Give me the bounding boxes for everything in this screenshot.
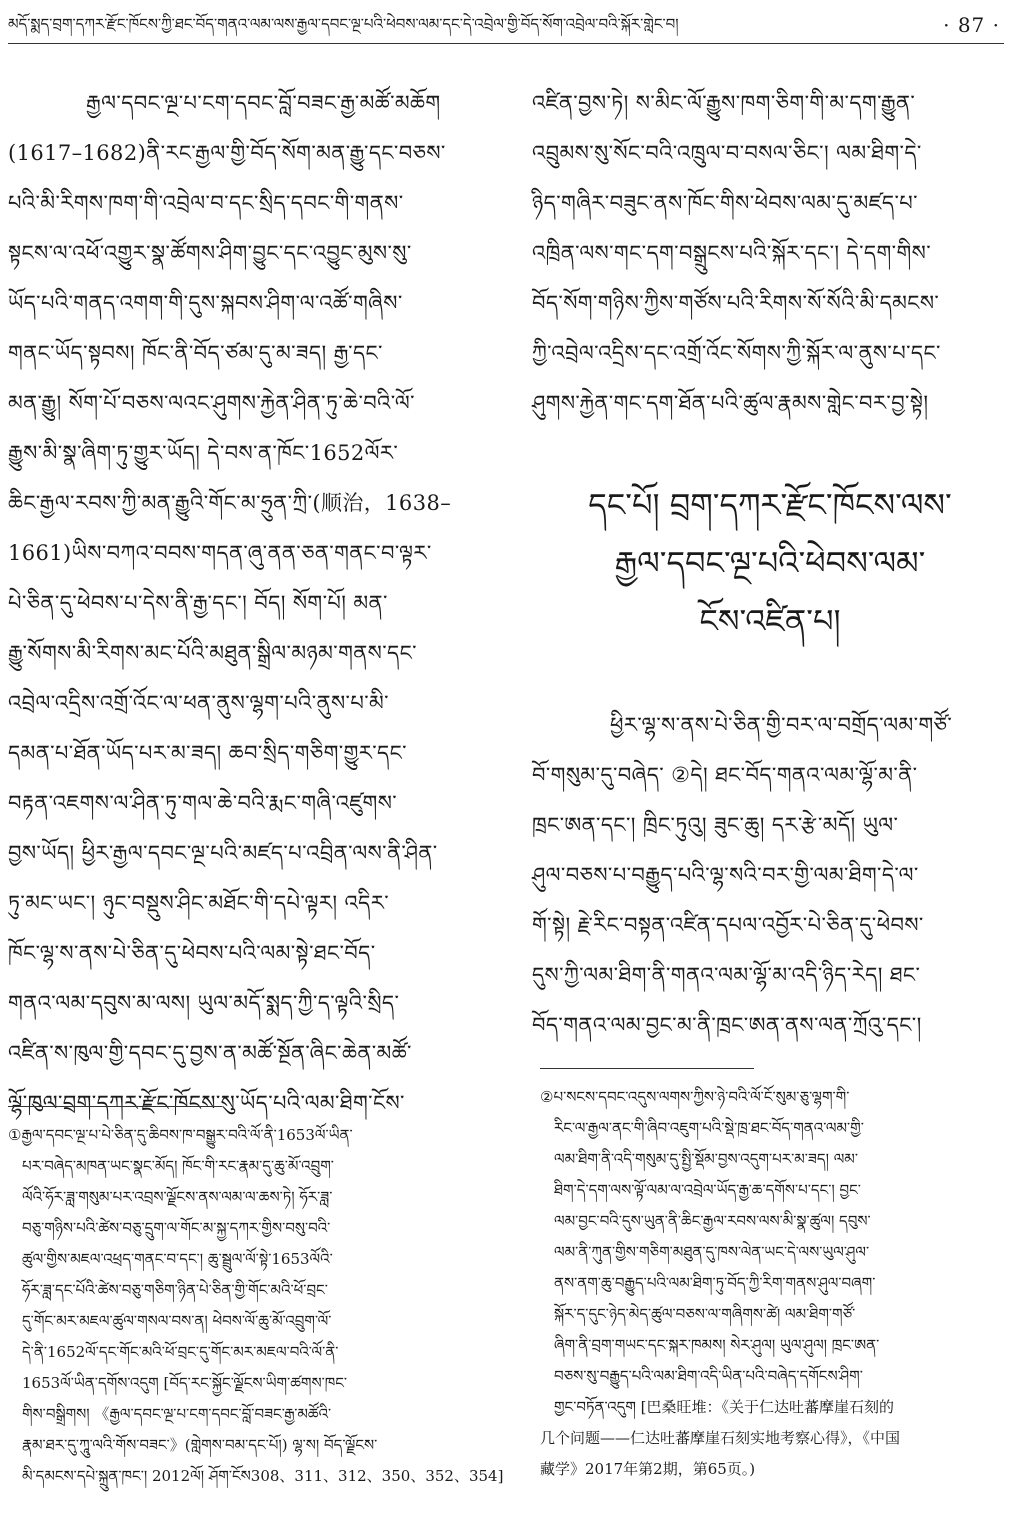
- body-line: རྒྱལ་དབང་ལྔ་པ་ངག་དབང་བློ་བཟང་རྒྱ་མཚོ་མཆོག: [86, 91, 441, 115]
- body-line: ཏུ་མང་ཡང་། ཉུང་བསྡུས་ཤིང་མཐོང་གི་དཔེ་ལྟར། འདིར་: [8, 891, 390, 915]
- body-line: པའི་མི་རིགས་ཁག་གི་འབྲེལ་བ་དང་སྲིད་དབང་གི་གནས་: [8, 191, 404, 215]
- footnote-line: ནས་ནག་ཆུ་བརྒྱུད་པའི་ལམ་ཐིག་ཏུ་བོད་ཀྱི་རིག་གནས་ཤུལ་བཞག་: [554, 1274, 876, 1292]
- body-line: འཁྲིན་ལས་གང་དག་བསྒྲུངས་པའི་སྐོར་དང་། དེ་དག་གིས་: [532, 241, 932, 265]
- body-line: དམན་པ་ཐོན་ཡོད་པར་མ་ཟད། ཆབ་སྲིད་གཅིག་གྱུར་དང་: [8, 741, 407, 765]
- footnote-line: [8, 1120, 486, 1151]
- page-number: · 87 ·: [943, 13, 1000, 37]
- footnote-line: ལམ་ཐིག་ནི་འདི་གསུམ་དུ་སྤྱི་སྡོམ་བྱས་འདུག་པར་མ་ཟད། ལམ་: [554, 1150, 858, 1168]
- footnote-line: ལམ་བྱང་བའི་དུས་ཡུན་ནི་ཆིང་རྒྱལ་རབས་ལས་མི་སྣ་ཚུལ། དབུས་: [554, 1212, 871, 1230]
- footnote-line: གིས་བསྒྲིགས། 《རྒྱལ་དབང་ལྔ་པ་ངག་དབང་བློ་བཟང་རྒྱ་མཚོའི་: [22, 1405, 332, 1423]
- footnote-line: ཧོར་ཟླ་དང་པོའི་ཚེས་བཅུ་གཅིག་ཉིན་པེ་ཅིན་གྱི་གོང་མའི་ཕོ་བྲང་: [22, 1281, 328, 1299]
- section-heading: [540, 476, 1000, 650]
- footnote-line: བཅུ་གཉིས་པའི་ཚེས་བཅུ་དྲུག་ལ་གོང་མ་སྐྱ་དཀར་གྱིས་བསུ་བའི་: [22, 1219, 331, 1237]
- footnote-line: ཐིག་དེ་དག་ལས་ལྟོ་ལམ་ལ་འབྲེལ་ཡོད་རྒྱ་ཆ་དགོས་པ་དང་། བྱང་: [554, 1181, 861, 1199]
- body-line: 1661)ཡིས་བཀའ་བབས་གདན་ཞུ་ནན་ཅན་གནང་བ་ལྟར་: [8, 541, 432, 565]
- body-line: འཛིན་ས་ཁུལ་གྱི་དབང་དུ་བྱས་ན་མཚོ་སྔོན་ཞིང་ཆེན་མཚོ་: [8, 1041, 412, 1065]
- footnote-line: དེ་ནི་1652ལོ་དང་གོང་མའི་ཕོ་བྲང་དུ་གོང་མར་མཇལ་བའི་ལོ་ནི་: [22, 1343, 339, 1361]
- footnote-line: མི་དམངས་དཔེ་སྐྲུན་ཁང་། 2012ལོ། ཤོག་ངོས308、311、312、350、352、354]: [22, 1467, 504, 1485]
- left-column-body: [8, 78, 486, 1115]
- body-line: ཁྲང་ཨན་དང་། ཁྲིང་ཏུའུ། ཟུང་ཆུ། དར་རྩེ་མདོ། ཡུལ་: [532, 813, 899, 837]
- footnote-line: 几个问题——仁达吐蕃摩崖石刻实地考察心得》，《中国: [540, 1429, 901, 1447]
- footnote-line: པར་བཞེད་མཁན་ཡང་སྣང་མོད། ཁོང་གི་རང་རྣམ་དུ་ཆུ་མོ་འབྲུག་: [22, 1157, 334, 1175]
- footnote-line: སྐོར་ད་དུང་ཉེད་མེད་ཚུལ་བཅས་ལ་གཞིགས་ཚེ། ལམ་ཐིག་གཙོ་: [554, 1305, 856, 1323]
- footnote-line: 藏学》2017年第2期，第65页。): [540, 1460, 756, 1478]
- footnote-marker: ①: [8, 1126, 22, 1144]
- footnote-line: དུ་གོང་མར་མཇལ་ཚུལ་གསལ་བས་ན། ཕེབས་ལོ་ཆུ་མོ་འབྲུག་ལོ་: [22, 1312, 332, 1330]
- footnote-line: བཅས་སུ་བརྒྱུད་པའི་ལམ་ཐིག་འདི་ཡིན་པའི་བཞེད་དགོངས་ཤིག་: [554, 1367, 863, 1385]
- footnote-2: [540, 1082, 1008, 1526]
- body-line: གནའ་ལམ་དབུས་མ་ལས། ཡུལ་མདོ་སྨད་ཀྱི་ད་ལྟའི་སྲིད་: [8, 991, 400, 1015]
- footnote-line: རྣམ་ཐར་དུ་ཀཱུ་ལའི་གོས་བཟང་》(གླེགས་བམ་དང་པོ།) ལྷ་ས། བོད་ལྗོངས་: [22, 1436, 378, 1454]
- running-title: མདོ་སྨད་བྲག་དཀར་རྫོང་ཁོངས་ཀྱི་ཐང་བོད་གནའ་ལམ་ལས་རྒྱལ་དབང་ལྔ་པའི་ཕེབས་ལམ་དང་དེ་འབྲེལ་གྱི་བོད་སོག་འབྲེལ་བའི་སྐོར་གླེང་བ།: [8, 15, 679, 33]
- heading-line: དང་པོ། བྲག་དཀར་རྫོང་ཁོངས་ལས་: [588, 486, 952, 524]
- body-line: ལྷོ་ཁུལ་བྲག་དཀར་རྫོང་ཁོངས་སུ་ཡོད་པའི་ལམ་ཐིག་ངོས་: [8, 1091, 405, 1115]
- body-line: ཡོད་པའི་གནད་འགག་གི་དུས་སྐབས་ཤིག་ལ་འཚོ་གཞིས་: [8, 291, 403, 315]
- body-line: ཉིད་གཞིར་བཟུང་ནས་ཁོང་གིས་ཕེབས་ལམ་དུ་མཛད་པ་: [532, 191, 918, 215]
- body-line: རྒྱུས་མི་སྣ་ཞིག་ཏུ་གྱུར་ཡོད། དེ་བས་ན་ཁོང་1652ལོར་: [8, 441, 399, 465]
- body-line: གོ་སྟེ། རྗེ་རིང་བསྟན་འཛིན་དཔལ་འབྱོར་པེ་ཅིན་དུ་ཕེབས་: [532, 913, 924, 937]
- body-line: དུས་ཀྱི་ལམ་ཐིག་ནི་གནའ་ལམ་ལྷོ་མ་འདི་ཉིད་རེད། ཐང་: [532, 963, 921, 987]
- body-line: ཆིང་རྒྱལ་རབས་ཀྱི་མན་རྒྱུའི་གོང་མ་ཧྲུན་ཀྲི་(顺治，1638–: [8, 491, 452, 515]
- footnote-line: གྱང་བཏོན་འདུག [巴桑旺堆：《关于仁达吐蕃摩崖石刻的: [554, 1398, 895, 1416]
- body-line: ཕྱིར་ལྷ་ས་ནས་པེ་ཅིན་གྱི་བར་ལ་བགྲོད་ལམ་གཙོ་: [610, 713, 953, 737]
- footnote-1: [8, 1120, 504, 1522]
- footnote-line: ཞིག་ནི་བྲག་གཡང་དང་སྐར་ཁམས། སེར་ཤུལ། ཡུལ་ཤུལ། ཁྲང་ཨན་: [554, 1336, 880, 1354]
- footnote-divider: [8, 1106, 222, 1107]
- heading-line: ངོས་འཛིན་པ།: [699, 602, 841, 640]
- body-line: སྟངས་ལ་འཕོ་འགྱུར་སྣ་ཚོགས་ཤིག་བྱུང་དང་འབྱུང་མུས་སུ་: [8, 241, 412, 265]
- body-line: གནང་ཡོད་སྟབས། ཁོང་ནི་བོད་ཙམ་དུ་མ་ཟད། རྒྱ་དང་: [8, 341, 383, 365]
- body-line: བོད་སོག་གཉིས་ཀྱིས་གཙོས་པའི་རིགས་སོ་སོའི་མི་དམངས་: [532, 291, 940, 315]
- footnote-line: ཚུལ་གྱིས་མཇལ་འཕྲད་གནང་བ་དང་། ཆུ་སྦྲུལ་ལོ་སྟེ་1653ལོའི་: [22, 1250, 333, 1268]
- footnote-text: པ་སངས་དབང་འདུས་ལགས་ཀྱིས་ཉེ་བའི་ལོ་ངོ་སུམ་ཅུ་ལྷག་གི་: [553, 1088, 850, 1106]
- running-header: [8, 10, 1004, 44]
- body-line: བོ་གསུམ་དུ་བཞེད་ ②དེ། ཐང་བོད་གནའ་ལམ་ལྷོ་མ་ནི་: [532, 763, 918, 787]
- body-line: པེ་ཅིན་དུ་ཕེབས་པ་དེས་ནི་རྒྱ་དང་། བོད། སོག་པོ། མན་: [8, 591, 388, 615]
- body-line: ཁོང་ལྷ་ས་ནས་པེ་ཅིན་དུ་ཕེབས་པའི་ལམ་སྟེ་ཐང་བོད་: [8, 941, 376, 965]
- body-line: མན་རྒྱུ། སོག་པོ་བཅས་ལའང་ཤུགས་རྐྱེན་ཤིན་ཏུ་ཆེ་བའི་ལོ་: [8, 391, 415, 415]
- footnote-marker: ②: [540, 1088, 554, 1106]
- footnote-line: ལམ་ནི་ཀུན་གྱིས་གཅིག་མཐུན་དུ་ཁས་ལེན་ཡང་དེ་ལས་ཡུལ་ཤུལ་: [554, 1243, 870, 1261]
- body-line: བོད་གནའ་ལམ་བྱང་མ་ནི་ཁྲང་ཨན་ནས་ལན་ཀྲོའུ་དང་།: [532, 1013, 922, 1037]
- body-line: (1617–1682)ནི་རང་རྒྱལ་གྱི་བོད་སོག་མན་རྒྱུ་དང་བཅས་: [8, 141, 446, 165]
- footnote-line: རིང་ལ་རྒྱལ་ནང་གི་ཞིབ་འཇུག་པའི་སྡེ་ཁྲ་ཐང་བོད་གནའ་ལམ་གྱི་: [554, 1119, 864, 1137]
- heading-line: རྒྱལ་དབང་ལྔ་པའི་ཕེབས་ལམ་: [614, 544, 926, 582]
- footnote-text: རྒྱལ་དབང་ལྔ་པ་པེ་ཅིན་དུ་ཆིབས་ཁ་བསྒྱུར་བའི་ལོ་ནི་1653ལོ་ཡིན་: [21, 1126, 353, 1144]
- right-column-intro: [532, 78, 1008, 428]
- body-line: བྱས་ཡོད། ཕྱིར་རྒྱལ་དབང་ལྔ་པའི་མཛད་པ་འབྲིན་ལས་ནི་ཤིན་: [8, 841, 438, 865]
- body-line: ཤུགས་རྐྱེན་གང་དག་ཐོན་པའི་ཚུལ་རྣམས་གླེང་བར་བྱ་སྟེ།: [532, 391, 929, 415]
- body-line: བརྟན་འཇགས་ལ་ཤིན་ཏུ་གལ་ཆེ་བའི་རྨང་གཞི་འཛུགས་: [8, 791, 398, 815]
- body-line: འབྲུམས་སུ་སོང་བའི་འཁྲུལ་བ་བསལ་ཅིང་། ལམ་ཐིག་དེ་: [532, 141, 922, 165]
- body-line: ཤུལ་བཅས་པ་བརྒྱུད་པའི་ལྷ་སའི་བར་གྱི་ལམ་ཐིག་དེ་ལ་: [532, 863, 919, 887]
- footnote-divider: [540, 1068, 754, 1069]
- body-line: ཀྱི་འབྲེལ་འདྲིས་དང་འགྲོ་འོང་སོགས་ཀྱི་སྐོར་ལ་ནུས་པ་དང་: [532, 341, 941, 365]
- body-line: འབྲེལ་འདྲིས་འགྲོ་འོང་ལ་ཕན་ནུས་ལྷག་པའི་ནུས་པ་མི་: [8, 691, 389, 715]
- footnote-line: [540, 1082, 1008, 1113]
- body-line: རྒྱུ་སོགས་མི་རིགས་མང་པོའི་མཐུན་སྒྲིལ་མཉམ་གནས་དང་: [8, 641, 417, 665]
- footnote-line: 1653ལོ་ཡིན་དགོས་འདུག [བོད་རང་སྐྱོང་ལྗོངས་ཡིག་ཚགས་ཁང་: [22, 1374, 348, 1392]
- body-line: འཛིན་བྱས་ཏེ། ས་མིང་ལོ་རྒྱུས་ཁག་ཅིག་གི་མ་དག་རྒྱུན་: [532, 91, 916, 115]
- right-column-section-body: [532, 700, 1008, 1050]
- footnote-line: ལོའི་ཧོར་ཟླ་གསུམ་པར་འབྲས་ལྗོངས་ནས་ལམ་ལ་ཆས་ཏེ། ཧོར་ཟླ་: [22, 1188, 333, 1206]
